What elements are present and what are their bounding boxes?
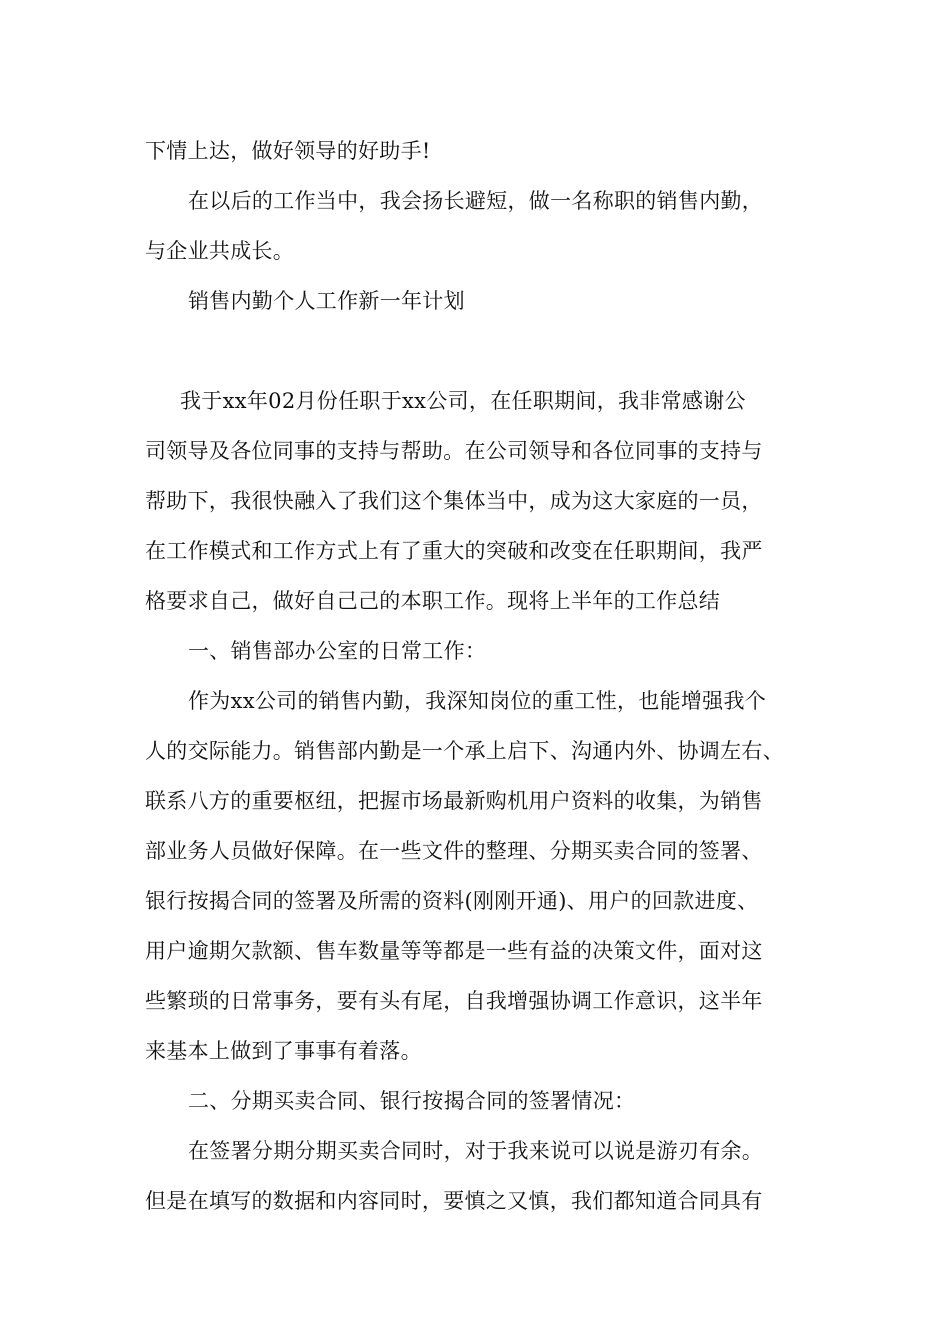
text-line: 联系八方的重要枢纽，把握市场最新购机用户资料的收集，为销售 bbox=[145, 789, 763, 813]
text-line: 来基本上做到了事事有着落。 bbox=[145, 1039, 422, 1063]
text-line: 银行按揭合同的签署及所需的资料(刚刚开通)、用户的回款进度、 bbox=[145, 889, 759, 913]
text-line: 作为xx公司的销售内勤，我深知岗位的重工性，也能增强我个 bbox=[188, 689, 767, 713]
text-line: 下情上达，做好领导的好助手! bbox=[145, 139, 431, 163]
text-line: 司领导及各位同事的支持与帮助。在公司领导和各位同事的支持与 bbox=[145, 439, 763, 463]
text-line: 格要求自己，做好自己己的本职工作。现将上半年的工作总结 bbox=[145, 589, 721, 613]
text-line: 我于xx年02月份任职于xx公司，在任职期间，我非常感谢公 bbox=[180, 389, 746, 413]
text-block-body bbox=[145, 376, 845, 1226]
text-line: 帮助下，我很快融入了我们这个集体当中，成为这大家庭的一员， bbox=[145, 489, 763, 513]
text-line: 在以后的工作当中，我会扬长避短，做一名称职的销售内勤， bbox=[188, 189, 764, 213]
text-line: 些繁琐的日常事务，要有头有尾，自我增强协调工作意识，这半年 bbox=[145, 989, 763, 1013]
text-block-top bbox=[145, 126, 845, 326]
text-line: 部业务人员做好保障。在一些文件的整理、分期买卖合同的签署、 bbox=[145, 839, 763, 863]
text-line: 与企业共成长。 bbox=[145, 239, 295, 263]
section-heading: 销售内勤个人工作新一年计划 bbox=[188, 289, 465, 313]
text-line: 人的交际能力。销售部内勤是一个承上启下、沟通内外、协调左右、 bbox=[145, 739, 784, 763]
section-heading: 一、销售部办公室的日常工作： bbox=[188, 639, 487, 663]
text-line: 在签署分期分期买卖合同时，对于我来说可以说是游刃有余。 bbox=[188, 1139, 764, 1163]
text-line: 在工作模式和工作方式上有了重大的突破和改变在任职期间，我严 bbox=[145, 539, 763, 563]
text-line: 但是在填写的数据和内容同时，要慎之又慎，我们都知道合同具有 bbox=[145, 1189, 763, 1213]
text-line: 用户逾期欠款额、售车数量等等都是一些有益的决策文件，面对这 bbox=[145, 939, 763, 963]
section-heading: 二、分期买卖合同、银行按揭合同的签署情况： bbox=[188, 1089, 636, 1113]
